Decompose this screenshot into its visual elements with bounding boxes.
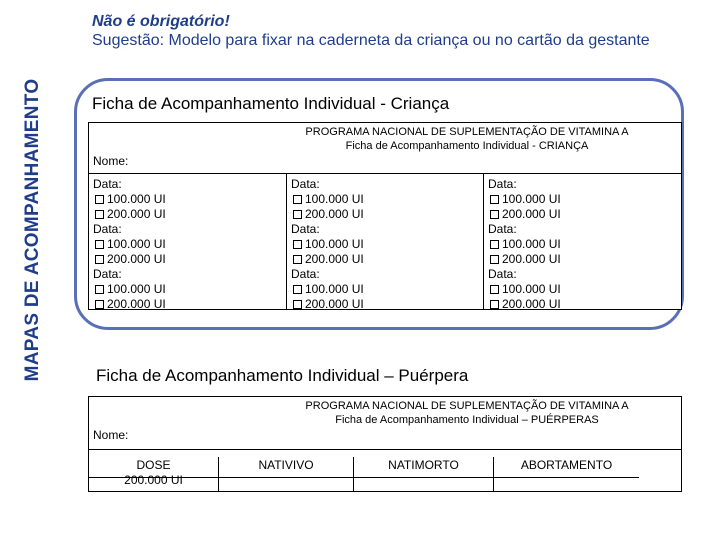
checkbox-icon[interactable]	[293, 255, 302, 264]
date-label: Data:	[93, 177, 122, 191]
puerpera-program-line2: Ficha de Acompanhamento Individual – PUÉRPERAS	[335, 414, 599, 426]
option-200k[interactable]	[291, 207, 483, 222]
option-100k[interactable]	[488, 192, 681, 207]
column-header-natimorto: NATIMORTO	[354, 457, 494, 478]
option-label: 100.000 UI	[502, 282, 561, 296]
option-200k[interactable]	[488, 252, 681, 267]
option-label: 200.000 UI	[305, 207, 364, 221]
option-100k[interactable]	[93, 282, 286, 297]
checkbox-icon[interactable]	[293, 285, 302, 294]
checkbox-icon[interactable]	[95, 195, 104, 204]
option-200k[interactable]	[93, 252, 286, 267]
side-title: MAPAS DE ACOMPANHAMENTO	[22, 78, 43, 382]
child-program-line1: PROGRAMA NACIONAL DE SUPLEMENTAÇÃO DE VITAMINA A	[305, 126, 629, 138]
option-label: 200.000 UI	[305, 297, 364, 311]
child-program	[257, 125, 677, 153]
column-header-nativivo: NATIVIVO	[219, 457, 354, 478]
natimorto-cell[interactable]	[354, 473, 494, 492]
option-200k[interactable]	[488, 297, 681, 312]
checkbox-icon[interactable]	[490, 240, 499, 249]
note-strong: Não é obrigatório!	[92, 13, 230, 30]
option-label: 200.000 UI	[107, 252, 166, 266]
option-100k[interactable]	[291, 192, 483, 207]
option-label: 100.000 UI	[305, 282, 364, 296]
checkbox-icon[interactable]	[95, 210, 104, 219]
option-200k[interactable]	[291, 297, 483, 312]
date-label: Data:	[93, 222, 122, 236]
date-label: Data:	[488, 267, 517, 281]
option-label: 200.000 UI	[502, 297, 561, 311]
date-label: Data:	[488, 177, 517, 191]
checkbox-icon[interactable]	[293, 210, 302, 219]
date-label: Data:	[291, 267, 320, 281]
option-label: 200.000 UI	[107, 207, 166, 221]
option-200k[interactable]	[93, 207, 286, 222]
child-nome-label: Nome:	[93, 154, 129, 168]
option-100k[interactable]	[291, 237, 483, 252]
checkbox-icon[interactable]	[95, 255, 104, 264]
option-label: 200.000 UI	[305, 252, 364, 266]
child-form-header	[89, 123, 681, 174]
checkbox-icon[interactable]	[490, 285, 499, 294]
checkbox-icon[interactable]	[490, 195, 499, 204]
option-label: 100.000 UI	[502, 192, 561, 206]
option-label: 200.000 UI	[502, 252, 561, 266]
option-label: 100.000 UI	[502, 237, 561, 251]
option-label: 100.000 UI	[305, 192, 364, 206]
checkbox-icon[interactable]	[293, 300, 302, 309]
child-col-2	[286, 174, 483, 309]
date-label: Data:	[291, 222, 320, 236]
child-dose-grid	[89, 174, 681, 309]
abortamento-cell[interactable]	[494, 473, 639, 492]
child-program-line2: Ficha de Acompanhamento Individual - CRIANÇA	[345, 140, 589, 152]
option-100k[interactable]	[93, 192, 286, 207]
option-200k[interactable]	[291, 252, 483, 267]
date-label: Data:	[93, 267, 122, 281]
nativivo-cell[interactable]	[219, 473, 354, 492]
checkbox-icon[interactable]	[95, 240, 104, 249]
option-200k[interactable]	[93, 297, 286, 312]
checkbox-icon[interactable]	[293, 195, 302, 204]
puerpera-program	[257, 399, 677, 427]
option-100k[interactable]	[93, 237, 286, 252]
checkbox-icon[interactable]	[490, 210, 499, 219]
column-header-dose: DOSE	[89, 457, 219, 478]
child-section-title: Ficha de Acompanhamento Individual - Criança	[92, 94, 450, 113]
column-header-abortamento: ABORTAMENTO	[494, 457, 639, 478]
puerpera-form	[88, 396, 682, 492]
option-100k[interactable]	[291, 282, 483, 297]
note	[92, 12, 692, 50]
option-label: 100.000 UI	[107, 237, 166, 251]
option-label: 100.000 UI	[107, 192, 166, 206]
puerpera-section-title: Ficha de Acompanhamento Individual – Puérpera	[96, 366, 469, 385]
puerpera-table-row	[89, 473, 681, 492]
checkbox-icon[interactable]	[293, 240, 302, 249]
child-col-3	[483, 174, 681, 309]
puerpera-form-header	[89, 397, 681, 450]
date-label: Data:	[291, 177, 320, 191]
option-100k[interactable]	[488, 237, 681, 252]
dose-value: 200.000 UI	[89, 473, 219, 492]
puerpera-program-line1: PROGRAMA NACIONAL DE SUPLEMENTAÇÃO DE VITAMINA A	[305, 400, 629, 412]
child-col-1	[89, 174, 286, 309]
option-200k[interactable]	[488, 207, 681, 222]
note-line: Sugestão: Modelo para fixar na caderneta da criança ou no cartão da gestante	[92, 32, 650, 49]
checkbox-icon[interactable]	[95, 285, 104, 294]
option-label: 100.000 UI	[107, 282, 166, 296]
checkbox-icon[interactable]	[490, 300, 499, 309]
child-form	[88, 122, 682, 310]
option-100k[interactable]	[488, 282, 681, 297]
option-label: 100.000 UI	[305, 237, 364, 251]
checkbox-icon[interactable]	[490, 255, 499, 264]
option-label: 200.000 UI	[502, 207, 561, 221]
option-label: 200.000 UI	[107, 297, 166, 311]
date-label: Data:	[488, 222, 517, 236]
checkbox-icon[interactable]	[95, 300, 104, 309]
puerpera-nome-label: Nome:	[93, 428, 129, 442]
